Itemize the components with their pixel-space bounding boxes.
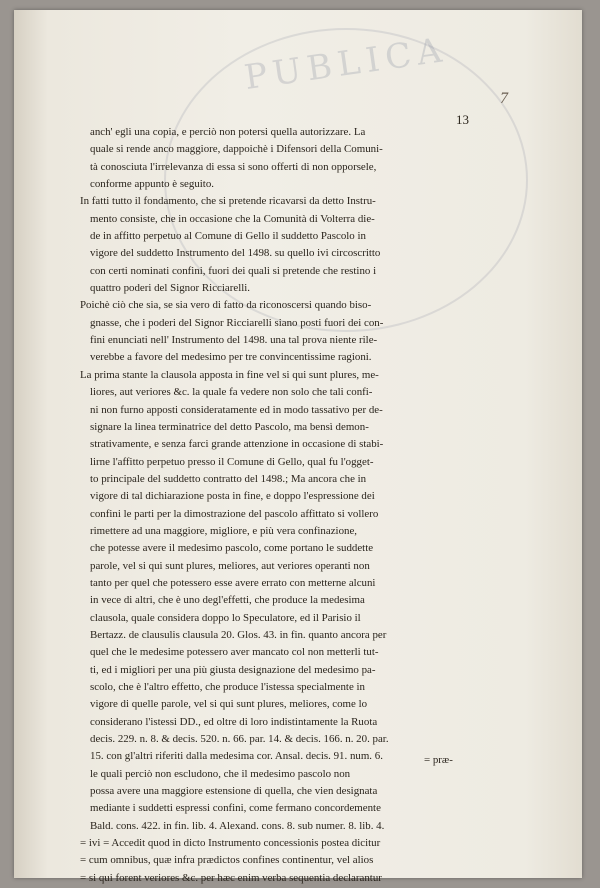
text-line: Bald. cons. 422. in fin. lib. 4. Alexand. cons. 8. sub numer. 8. lib. 4. <box>90 819 385 832</box>
text-line: signare la linea terminatrice del detto Pascolo, ma bensì demon- <box>90 420 369 433</box>
text-line: ti, ed i migliori per una più giusta designazione del medesimo pa- <box>90 663 376 676</box>
text-line: La prima stante la clausola apposta in fine vel si qui sunt plures, me- <box>80 368 379 381</box>
text-line: parole, vel si qui sunt plures, meliores, aut veriores operanti non <box>90 559 370 572</box>
body-text <box>80 124 480 887</box>
text-line: strativamente, e senza farci grande attenzione in occasione di stabi- <box>90 438 384 451</box>
text-line: con certi nominati confini, fuori dei quali si pretende che restino i <box>90 264 377 277</box>
text-line: to principale del suddetto contratto del 1498.; Ma ancora che in <box>90 472 367 485</box>
text-line: = cum omnibus, quæ infra prædictos confines continentur, vel alios <box>80 854 374 867</box>
text-line: 15. con gl'altri riferiti dalla medesima cor. Ansal. decis. 91. num. 6. <box>90 750 383 763</box>
text-line: quel che le medesime potessero aver mancato col non metterli tut- <box>90 646 379 659</box>
text-line: confini le parti per la dimostrazione del pascolo affittato si vollero <box>90 507 379 520</box>
text-line: tanto per quel che potessero esse avere errato con metterne alcuni <box>90 576 376 589</box>
text-line: quattro poderi del Signor Ricciarelli. <box>90 282 250 295</box>
text-line: = ivi = Accedit quod in dicto Instrumento concessionis postea dicitur <box>80 837 381 850</box>
text-line: liores, aut veriores &c. la quale fa vedere non solo che tali confi- <box>90 386 373 399</box>
text-line: rimettere ad una maggiore, migliore, e più vera confinazione, <box>90 524 358 537</box>
text-line: vigore del suddetto Instrumento del 1498. su quello ivi circoscritto <box>90 247 381 260</box>
text-line: verebbe a favore del medesimo per tre convincentissime ragioni. <box>90 351 372 364</box>
text-line: ni non furno apposti consideratamente ed in modo tassativo per de- <box>90 403 383 416</box>
text-line: considerano l'istessi DD., ed oltre di loro indistintamente la Ruota <box>90 715 378 728</box>
text-line: conforme appunto è seguito. <box>90 178 214 191</box>
text-line: le quali perciò non escludono, che il medesimo pascolo non <box>90 767 351 780</box>
text-line: Poichè ciò che sia, se sia vero di fatto da riconoscersi quando biso- <box>80 299 372 312</box>
text-line: scolo, che è l'altro effetto, che produce l'istessa specialmente in <box>90 681 365 693</box>
text-line: de in affitto perpetuo al Comune di Gello il suddetto Pascolo in <box>90 230 366 243</box>
stamp-text: PUBLICA <box>241 29 451 99</box>
text-line: vigore di tal dichiarazione posta in fine, e doppo l'espressione dei <box>90 490 375 503</box>
text-line: anch' egli una copia, e perciò non potersi quella autorizzare. La <box>90 126 366 138</box>
margin-mark: 7 <box>500 90 508 107</box>
text-line: in vece di altri, che è uno degl'effetti, che produce la medesima <box>90 594 365 607</box>
text-line: mento consiste, che in occasione che la Comunità di Volterra die- <box>90 212 375 225</box>
text-line: decis. 229. n. 8. & decis. 520. n. 66. par. 14. & decis. 166. n. 20. par. <box>90 733 389 746</box>
text-line: Bertazz. de clausulis clausula 20. Glos. 43. in fin. quanto ancora per <box>90 628 387 641</box>
text-line: vigore di quelle parole, vel si qui sunt plures, meliores, come lo <box>90 698 368 711</box>
text-line: = si qui forent veriores &c. per hæc enim verba sequentia declarantur <box>80 871 382 884</box>
text-line: tà conosciuta l'irrelevanza di essa si sono offerti di non opporsele, <box>90 160 377 173</box>
text-line: gnasse, che i poderi del Signor Ricciarelli siano posti fuori dei con- <box>90 316 384 329</box>
catchword: = præ- <box>424 754 453 766</box>
text-line: fini enunciati nell' Instrumento del 1498. una tal prova niente rile- <box>90 334 378 347</box>
text-line: possa avere una maggiore estensione di quella, che vien designata <box>90 785 378 798</box>
text-line: lirne l'affitto perpetuo presso il Comune di Gello, qual fu l'ogget- <box>90 455 374 468</box>
page-number: 13 <box>456 112 469 127</box>
text-line: clausola, quale considera doppo lo Speculatore, ed il Parisio il <box>90 611 361 624</box>
text-line: In fatti tutto il fondamento, che si pretende ricavarsi da detto Instru- <box>80 195 376 208</box>
text-line: quale si rende anco maggiore, dappoichè i Difensori della Comuni- <box>90 143 383 156</box>
text-line: mediante i suddetti espressi confini, come fermano concordemente <box>90 802 381 815</box>
text-line: che potesse avere il medesimo pascolo, come portano le suddette <box>90 542 374 555</box>
